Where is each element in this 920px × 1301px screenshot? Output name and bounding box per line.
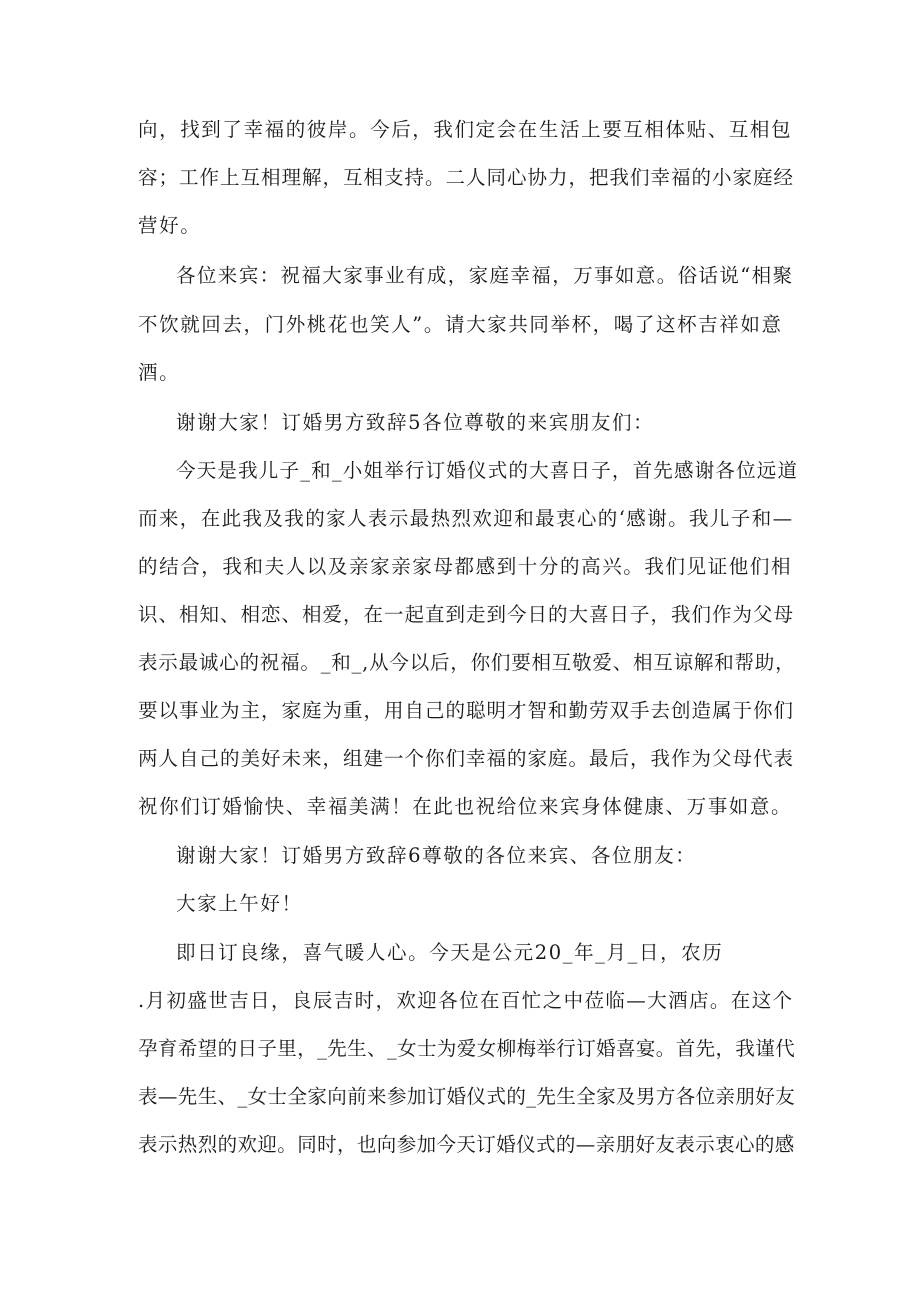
text-line: 表示热烈的欢迎。同时，也向参加今天订婚仪式的—亲朋好友表示衷心的感 [138, 1133, 795, 1156]
text-line: .月初盛世吉日，良辰吉时，欢迎各位在百忙之中莅临—大酒店。在这个 [138, 989, 794, 1012]
paragraph-start-line: 谢谢大家！订婚男方致辞5各位尊敬的来宾朋友们： [176, 411, 655, 434]
text-line: 而来，在此我及我的家人表示最热烈欢迎和最衷心的‘感谢。我儿子和— [138, 507, 794, 530]
text-line: 要以事业为主，家庭为重，用自己的聪明才智和勤劳双手去创造属于你们 [138, 699, 795, 722]
paragraph-start-line: 今天是我儿子_和_小姐举行订婚仪式的大喜日子，首先感谢各位远道 [176, 459, 799, 482]
text-line: 的结合，我和夫人以及亲家亲家母都感到十分的高兴。我们见证他们相 [138, 555, 793, 578]
text-line: 表—先生、_女士全家向前来参加订婚仪式的_先生全家及男方各位亲朋好友 [138, 1085, 796, 1108]
text-line: 营好。 [138, 214, 202, 237]
text-line: 孕育希望的日子里，_先生、_女士为爱女柳梅举行订婚喜宴。首先，我谨代 [138, 1037, 796, 1060]
text-line: 两人自己的美好未来，组建一个你们幸福的家庭。最后，我作为父母代表 [138, 747, 795, 770]
text-line: 祝你们订婚愉快、幸福美满！在此也祝给位来宾身体健康、万事如意。 [138, 795, 793, 818]
text-line: 不饮就回去，门外桃花也笑人”。请大家共同举杯，喝了这杯吉祥如意 [138, 313, 783, 336]
paragraph-start-line: 即日订良缘，喜气暖人心。今天是公元20_年_月_日，农历 [176, 941, 724, 964]
paragraph-start-line: 谢谢大家！订婚男方致辞6尊敬的各位来宾、各位朋友： [176, 844, 697, 867]
text-line: 表示最诚心的祝福。_和_,从今以后，你们要相互敬爱、相互谅解和帮助， [138, 651, 796, 674]
text-line: 酒。 [138, 361, 181, 384]
paragraph-start-line: 大家上午好！ [176, 892, 303, 915]
text-line: 向，找到了幸福的彼岸。今后，我们定会在生活上要互相体贴、互相包 [138, 118, 793, 141]
text-line: 识、相知、相恋、相爱，在一起直到走到今日的大喜日子，我们作为父母 [138, 603, 795, 626]
paragraph-start-line: 各位来宾：祝福大家事业有成，家庭幸福，万事如意。俗话说“相聚 [176, 264, 794, 287]
text-line: 容；工作上互相理解，互相支持。二人同心协力，把我们幸福的小家庭经 [138, 166, 795, 189]
